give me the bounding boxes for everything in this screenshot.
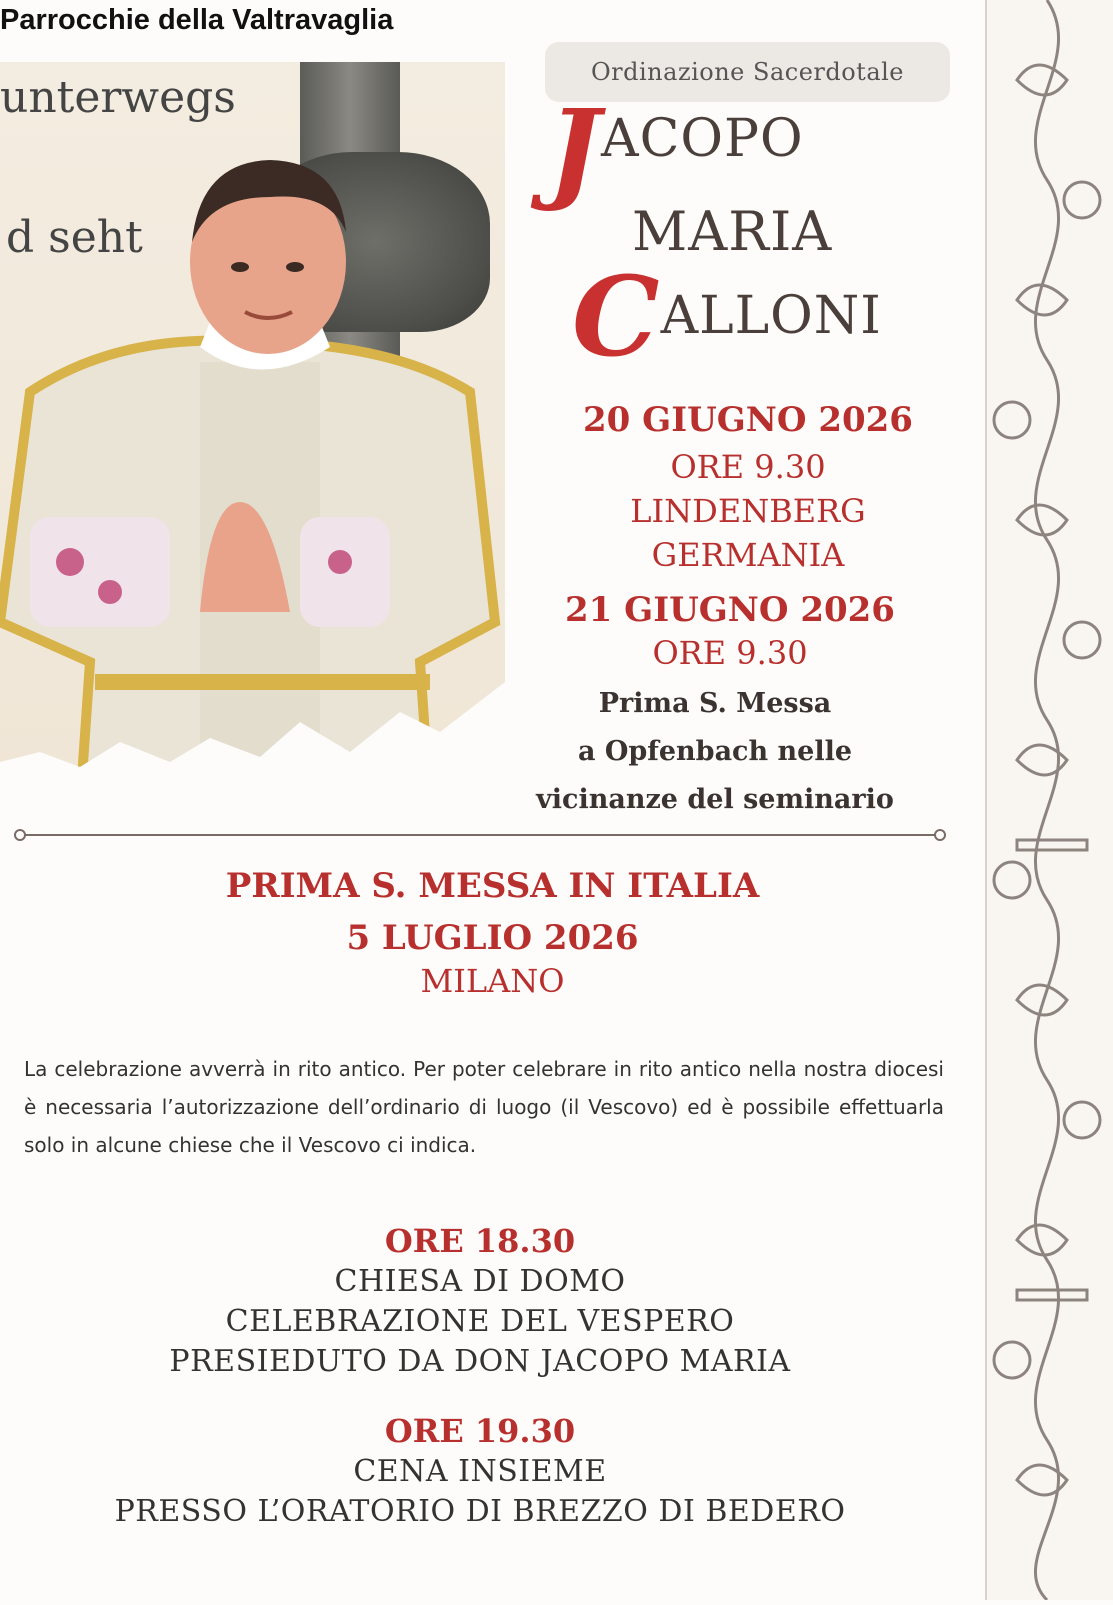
priest-photo xyxy=(0,62,505,807)
name-first xyxy=(548,85,804,214)
schedule-1-line-1: CHIESA DI DOMO xyxy=(334,1264,626,1299)
ordination-city: LINDENBERG xyxy=(630,492,866,530)
name-last xyxy=(572,252,882,381)
ordination-date: 20 GIUGNO 2026 xyxy=(583,400,913,440)
name-first-rest: ACOPO xyxy=(601,109,804,169)
italy-city: MILANO xyxy=(420,962,565,1000)
first-mass-date: 21 GIUGNO 2026 xyxy=(565,590,895,630)
name-middle: MARIA xyxy=(632,200,833,263)
ordination-badge: Ordinazione Sacerdotale xyxy=(545,42,950,102)
ordination-time: ORE 9.30 xyxy=(670,448,826,486)
first-mass-line2: a Opfenbach nelle xyxy=(577,736,853,767)
page-header-title: Parrocchie della Valtravaglia xyxy=(0,4,394,36)
schedule-1-line-2: CELEBRAZIONE DEL VESPERO xyxy=(225,1304,735,1339)
italy-title: PRIMA S. MESSA IN ITALIA xyxy=(225,866,760,906)
schedule-2-line-2: PRESSO L’ORATORIO DI BREZZO DI BEDERO xyxy=(114,1494,846,1529)
divider-dot-left xyxy=(14,829,26,841)
first-mass-line3: vicinanze del seminario xyxy=(536,784,894,815)
baroque-ornament-border xyxy=(985,0,1113,1600)
schedule-2-line-1: CENA INSIEME xyxy=(353,1454,607,1489)
italy-date: 5 LUGLIO 2026 xyxy=(346,918,639,958)
rite-note: La celebrazione avverrà in rito antico. Per poter celebrare in rito antico nella nostra diocesi è necessaria l’autorizzazione dell’ordinario di luogo (il Vescovo) ed è possibile effettuarla solo in alcune chiese che il Vescovo ci indica. xyxy=(24,1057,944,1157)
schedule-time-1: ORE 18.30 xyxy=(384,1222,576,1260)
ornament-pattern xyxy=(987,0,1113,1600)
name-initial-j: J xyxy=(548,85,602,214)
ordination-country: GERMANIA xyxy=(651,536,845,574)
divider-dot-right xyxy=(934,829,946,841)
wall-text-1: unterwegs xyxy=(0,72,236,123)
first-mass-time: ORE 9.30 xyxy=(652,634,808,672)
wall-text-2: d seht xyxy=(6,212,143,263)
name-initial-c: C xyxy=(572,252,661,381)
priest-figure xyxy=(0,62,505,807)
schedule-time-2: ORE 19.30 xyxy=(384,1412,576,1450)
name-last-rest: ALLONI xyxy=(660,286,882,346)
first-mass-line1: Prima S. Messa xyxy=(598,688,832,719)
schedule-1-line-3: PRESIEDUTO DA DON JACOPO MARIA xyxy=(169,1344,791,1379)
section-divider xyxy=(20,834,940,836)
